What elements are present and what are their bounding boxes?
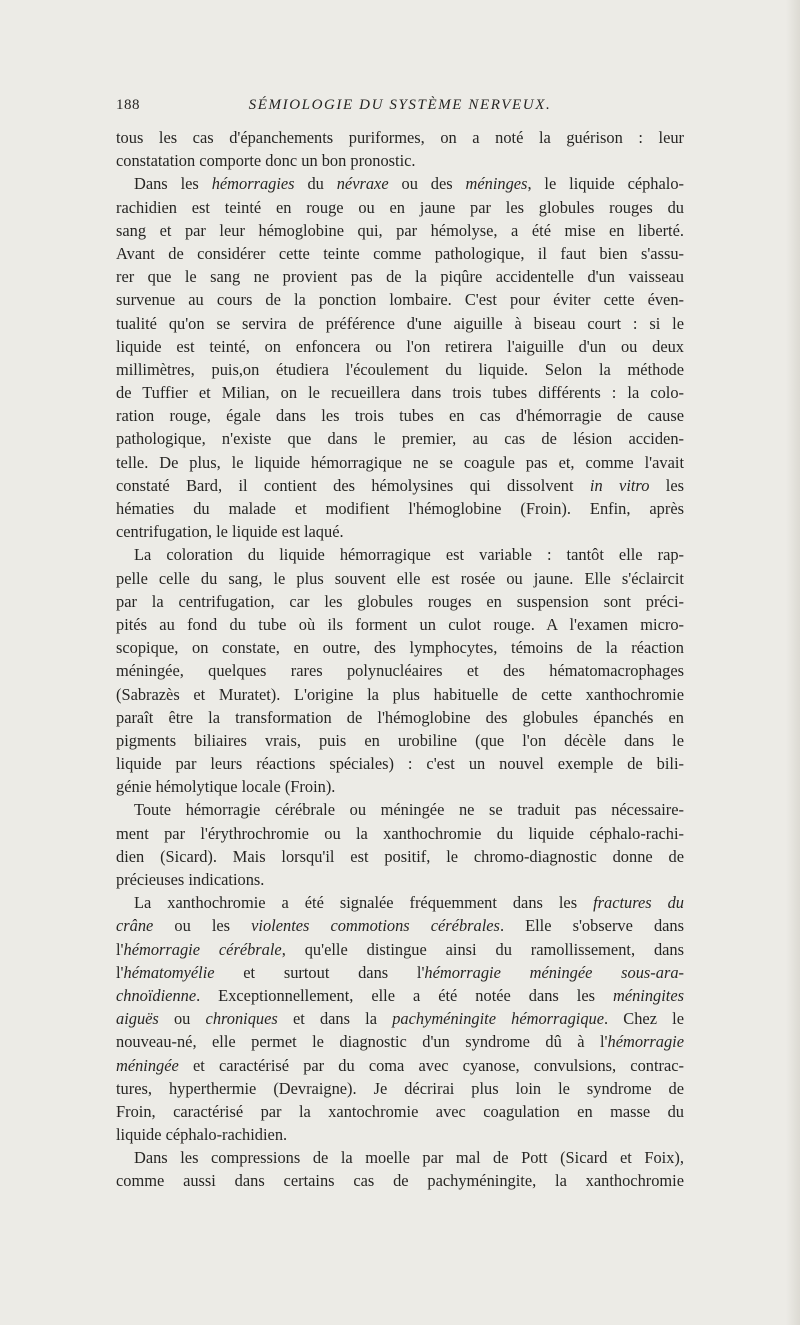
text-line (116, 1169, 684, 1192)
italic-text: hémorragie cérébrale (123, 939, 282, 959)
text-run: pathologique, n'existe que dans le premier, au cas de lésion acciden- (116, 429, 684, 449)
text-run: centrifugation, le liquide est laqué. (116, 522, 344, 542)
running-head: SÉMIOLOGIE DU SYSTÈME NERVEUX. (248, 97, 552, 113)
text-run: méningée, quelques rares polynucléaires et des hématomacrophages (116, 661, 684, 681)
italic-text: aiguës (116, 1009, 159, 1029)
text-run: liquide par leurs réactions spéciales) : c'est un nouvel exemple de bili- (116, 754, 684, 774)
text-line (116, 613, 684, 636)
text-line (116, 335, 684, 358)
text-run: hématies du malade et modifient l'hémoglobine (Froin). Enfin, après (116, 499, 684, 518)
text-run: rer que le sang ne provient pas de la piqûre accidentelle d'un vaisseau (116, 267, 684, 287)
text-run: dien (Sicard). Mais lorsqu'il est positif, le chromo-diagnostic donne de (116, 846, 684, 866)
text-run: tous les cas d'épanchements puriformes, on a noté la guérison : leur (116, 128, 684, 147)
text-line (116, 196, 684, 219)
text-line (116, 1123, 684, 1146)
italic-text: violentes commotions cérébrales (251, 916, 500, 936)
text-run: , le liquide céphalo- (527, 174, 684, 194)
page-number: 188 (116, 97, 140, 113)
text-run: nouveau-né, elle permet le diagnostic d'un syndrome dû à l' (116, 1032, 608, 1052)
text-line (116, 520, 684, 543)
italic-text: méningée (116, 1055, 179, 1075)
text-line (116, 590, 684, 613)
text-line (116, 706, 684, 729)
text-run: l' (116, 962, 124, 982)
italic-text: hémorragie méningée sous-ara- (424, 962, 684, 982)
text-line (116, 381, 684, 404)
text-line (116, 1007, 684, 1030)
text-run: constatation comporte donc un bon pronostic. (116, 151, 416, 171)
text-line (116, 659, 684, 682)
text-line (116, 729, 684, 752)
text-line (116, 149, 684, 172)
italic-text: fractures du (593, 893, 684, 913)
text-run: (Sabrazès et Muratet). L'origine la plus habituelle de cette xanthochromie (116, 684, 684, 704)
text-line (116, 984, 684, 1007)
text-run: Avant de considérer cette teinte comme pathologique, il faut bien s'assu- (116, 243, 684, 263)
text-run: génie hémolytique locale (Froin). (116, 777, 336, 797)
text-line (116, 775, 684, 798)
text-run: tures, hyperthermie (Devraigne). Je décrirai plus loin le syndrome de (116, 1078, 684, 1098)
text-run: de Tuffier et Milian, on le recueillera dans trois tubes différents : la colo- (116, 383, 684, 403)
text-line (116, 543, 684, 566)
text-line (116, 683, 684, 706)
text-run: et surtout dans l' (214, 962, 425, 982)
text-run: La xanthochromie a été signalée fréquemment dans les (134, 893, 594, 913)
text-line (116, 1100, 684, 1123)
text-line (116, 312, 684, 335)
text-run: ou (158, 1009, 206, 1029)
text-line (116, 845, 684, 868)
text-run: . Exceptionnellement, elle a été notée dans les (196, 985, 613, 1005)
italic-text: névraxe (336, 174, 389, 194)
text-run: tualité qu'on se servira de préférence d'une aiguille à biseau court : si le (116, 313, 684, 333)
text-run: millimètres, puis,on étudiera l'écoulement du liquide. Selon la méthode (116, 359, 684, 379)
italic-text: hémorragie (607, 1032, 684, 1052)
text-run: l' (116, 939, 124, 959)
text-line (116, 219, 684, 242)
page-edge-shadow (786, 0, 800, 1325)
italic-text: pachyméningite hémorragique (392, 1009, 605, 1029)
text-line (116, 497, 684, 520)
text-run: paraît être la transformation de l'hémoglobine des globules épanchés en (116, 707, 684, 727)
text-run: ration rouge, égale dans les trois tubes en cas d'hémorragie de cause (116, 406, 684, 426)
text-line (116, 242, 684, 265)
text-run: liquide céphalo-rachidien. (116, 1125, 288, 1145)
text-line (116, 891, 684, 914)
text-run: par la centrifugation, car les globules rouges en suspension sont préci- (116, 591, 684, 611)
italic-text: chroniques (205, 1009, 278, 1029)
text-run: ou des (388, 174, 466, 194)
italic-text: chnoïdienne (116, 985, 197, 1005)
page-header (116, 97, 684, 121)
text-run: telle. De plus, le liquide hémorragique ne se coagule pas et, comme l'avait (116, 452, 684, 472)
text-line (116, 636, 684, 659)
text-line (116, 474, 684, 497)
text-run: sang et par leur hémoglobine qui, par hémolyse, a été mise en liberté. (116, 220, 684, 240)
italic-text: in vitro (589, 475, 650, 495)
text-run: Dans les (134, 174, 212, 194)
text-run: . Chez le (604, 1009, 684, 1029)
text-run: survenue au cours de la ponction lombaire. C'est pour éviter cette éven- (116, 290, 684, 310)
text-run: précieuses indications. (116, 870, 265, 889)
text-run: du (294, 174, 337, 194)
text-line (116, 1030, 684, 1053)
text-run: . Elle s'observe dans (499, 916, 684, 936)
text-run: rachidien est teinté en rouge ou en jaune par les globules rouges du (116, 197, 684, 217)
text-line (116, 938, 684, 961)
text-line (116, 1077, 684, 1100)
italic-text: crâne (116, 916, 154, 936)
text-run: Dans les compressions de la moelle par mal de Pott (Sicard et Foix), (134, 1148, 684, 1168)
italic-text: méninges (465, 174, 528, 194)
text-run: constaté Bard, il contient des hémolysines qui dissolvent (116, 475, 590, 495)
text-line (116, 822, 684, 845)
text-line (116, 451, 684, 474)
italic-text: méningites (612, 985, 684, 1005)
text-line (116, 404, 684, 427)
text-line (116, 798, 684, 821)
text-run: ou les (153, 916, 252, 936)
text-run: les (649, 475, 684, 495)
text-line (116, 1054, 684, 1077)
text-line (116, 265, 684, 288)
text-run: pités au fond du tube où ils forment un culot rouge. A l'examen micro- (116, 614, 684, 634)
text-line (116, 961, 684, 984)
text-line (116, 172, 684, 195)
italic-text: hémorragies (211, 174, 295, 194)
body-text (116, 126, 684, 1193)
text-run: liquide est teinté, on enfoncera ou l'on retirera l'aiguille d'un ou deux (116, 336, 684, 356)
text-run: et dans la (277, 1009, 393, 1029)
text-line (116, 126, 684, 149)
text-run: pigments biliaires vrais, puis en urobiline (que l'on décèle dans le (116, 730, 684, 750)
text-line (116, 914, 684, 937)
text-run: La coloration du liquide hémorragique est variable : tantôt elle rap- (134, 545, 684, 565)
text-run: , qu'elle distingue ainsi du ramollissement, dans (281, 939, 684, 959)
italic-text: hématomyélie (123, 962, 215, 982)
text-line (116, 752, 684, 775)
text-line (116, 427, 684, 450)
text-line (116, 868, 684, 891)
text-run: et caractérisé par du coma avec cyanose, convulsions, contrac- (178, 1055, 684, 1075)
text-line (116, 358, 684, 381)
text-run: Froin, caractérisé par la xantochromie avec coagulation en masse du (116, 1101, 684, 1121)
text-line (116, 288, 684, 311)
text-run: comme aussi dans certains cas de pachyméningite, la xanthochromie (116, 1171, 684, 1191)
text-run: Toute hémorragie cérébrale ou méningée ne se traduit pas nécessaire- (134, 800, 684, 820)
text-line (116, 1146, 684, 1169)
text-run: ment par l'érythrochromie ou la xanthochromie du liquide céphalo-rachi- (116, 823, 684, 843)
text-line (116, 567, 684, 590)
text-run: pelle celle du sang, le plus souvent elle est rosée ou jaune. Elle s'éclaircit (116, 568, 684, 588)
text-run: scopique, on constate, en outre, des lymphocytes, témoins de la réaction (116, 638, 684, 658)
